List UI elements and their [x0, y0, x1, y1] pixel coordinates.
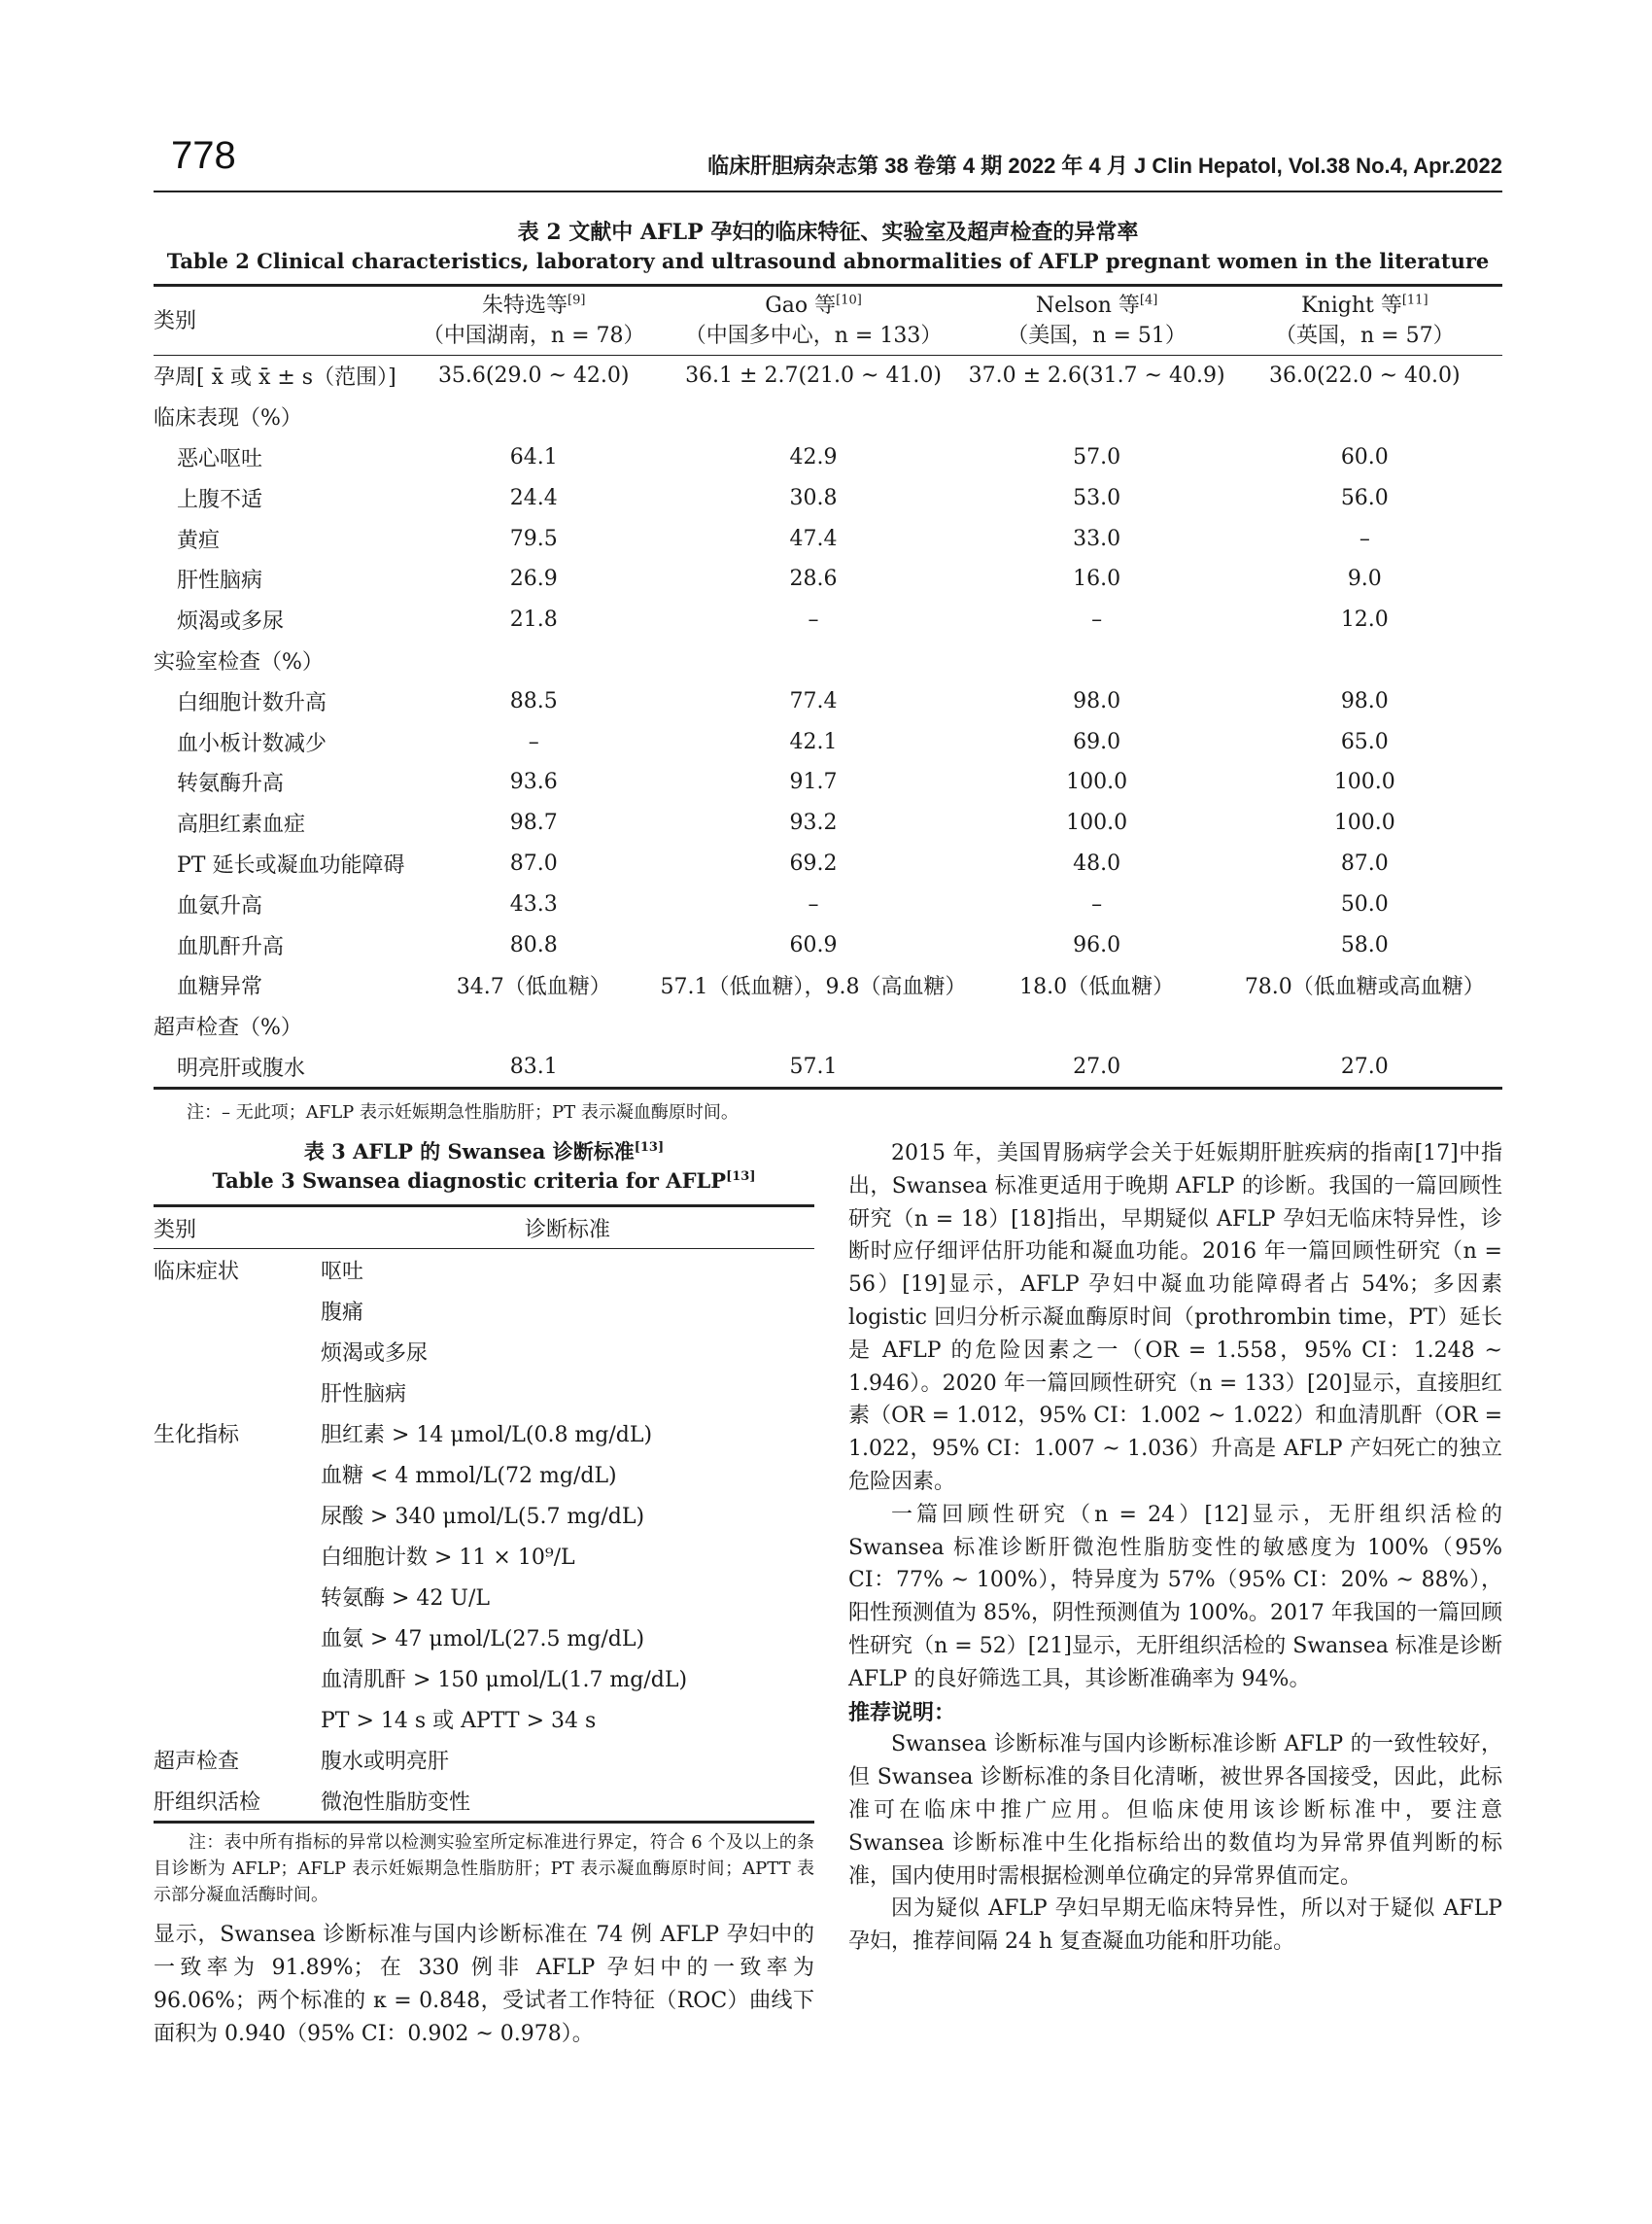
table2-cell: 42.1	[789, 729, 838, 754]
row-label: 白细胞计数升高	[177, 690, 327, 715]
table2-cell: 47.4	[789, 526, 838, 551]
table2-cell: 57.0	[1073, 444, 1121, 469]
criteria-item: 腹水或明亮肝	[321, 1749, 450, 1774]
body-paragraph: 因为疑似 AFLP 孕妇早期无临床特异性，所以对于疑似 AFLP 孕妇，推荐间隔 24 h 复查凝血功能和肝功能。	[848, 1896, 1502, 1955]
table2-cell: –	[1091, 891, 1103, 917]
table2-cell: 88.5	[509, 688, 558, 713]
criteria-category	[154, 1290, 321, 1331]
row-label: 高胆红素血症	[177, 813, 306, 838]
table2-cell: 9.0	[1347, 567, 1382, 592]
row-label: 明亮肝或腹水	[177, 1056, 306, 1081]
table3-col-category: 类别	[154, 1217, 197, 1242]
table2-col-header: 朱特选等[9] （中国湖南，n = 78）	[422, 293, 645, 348]
recommendation-heading: 推荐说明：	[848, 1699, 956, 1724]
table2-cell: 28.6	[789, 567, 838, 592]
table2-row	[154, 762, 1502, 803]
table2-row	[154, 1006, 1502, 1047]
table3-row	[154, 1249, 814, 1291]
criteria-category	[154, 1372, 321, 1412]
table2-cell: 100.0	[1333, 770, 1395, 795]
criteria-item: 胆红素 > 14 μmol/L(0.8 mg/dL)	[321, 1422, 653, 1447]
table2-row	[154, 477, 1502, 518]
running-title: 临床肝胆病杂志第 38 卷第 4 期 2022 年 4 月 J Clin Hepatol, Vol.38 No.4, Apr.2022	[707, 154, 1502, 178]
row-label: 上腹不适	[177, 487, 263, 512]
table2-title-cn: 表 2 文献中 AFLP 孕妇的临床特征、实验室及超声检查的异常率	[517, 220, 1139, 245]
table2-col-header: Gao 等[10] （中国多中心，n = 133）	[684, 293, 943, 348]
table2-cell: 83.1	[509, 1054, 558, 1079]
table2-row	[154, 356, 1502, 397]
table2-cell: 12.0	[1340, 608, 1389, 633]
table2-cell: 57.1（低血糖），9.8（高血糖）	[660, 975, 967, 1000]
criteria-category	[154, 1331, 321, 1372]
criteria-category	[154, 1453, 321, 1494]
table2-cell	[661, 641, 967, 681]
table2-cell: 60.9	[789, 932, 838, 957]
row-label: 孕周[ x̄ 或 x̄ ± s（范围）]	[154, 365, 396, 391]
row-label: 血糖异常	[177, 975, 263, 1000]
table2-cell	[407, 1006, 661, 1047]
row-label: 恶心呕吐	[177, 446, 263, 471]
criteria-item: 烦渴或多尿	[321, 1340, 429, 1366]
table2-cell: 16.0	[1073, 567, 1121, 592]
table2-cell: 93.6	[509, 770, 558, 795]
table3-row	[154, 1576, 814, 1616]
table2-cell	[1227, 1006, 1502, 1047]
table2-cell: 27.0	[1340, 1054, 1389, 1079]
table2-cell: 18.0（低血糖）	[1019, 975, 1175, 1000]
table2-title-en: Table 2 Clinical characteristics, laboratory and ultrasound abnormalities of AFLP pregnant women in the literature	[166, 249, 1490, 273]
table2-cell: 65.0	[1340, 729, 1389, 754]
table2-cell: 100.0	[1066, 811, 1128, 836]
table2-cell: 53.0	[1073, 485, 1121, 510]
table2-cell	[407, 397, 661, 437]
table3-row	[154, 1698, 814, 1739]
table3-row	[154, 1616, 814, 1657]
table2-col-header: Knight 等[11] （英国，n = 57）	[1275, 293, 1455, 348]
table2-cell: 91.7	[789, 770, 838, 795]
table2-cell: 30.8	[789, 485, 838, 510]
table2-cell: 79.5	[509, 526, 558, 551]
table2-cell: –	[528, 729, 539, 754]
criteria-category: 超声检查	[154, 1749, 240, 1774]
table2-row	[154, 518, 1502, 559]
table2-cell: 69.0	[1073, 729, 1121, 754]
table2-cell: 43.3	[509, 891, 558, 917]
criteria-category	[154, 1535, 321, 1576]
table2-cell: 98.7	[509, 811, 558, 836]
criteria-item: 血氨 > 47 μmol/L(27.5 mg/dL)	[321, 1626, 645, 1651]
table2-row	[154, 559, 1502, 600]
running-header	[154, 134, 1502, 189]
criteria-item: 血清肌酐 > 150 μmol/L(1.7 mg/dL)	[321, 1667, 688, 1692]
criteria-item: 白细胞计数 > 11 × 10⁹/L	[321, 1545, 575, 1570]
table2-cell: 24.4	[509, 485, 558, 510]
header-rule	[154, 191, 1502, 192]
table3-row	[154, 1290, 814, 1331]
row-label: 肝性脑病	[177, 569, 263, 594]
table3-row	[154, 1780, 814, 1823]
table2-header-row	[154, 286, 1502, 356]
table2-cell: 87.0	[509, 851, 558, 876]
page-number: 778	[171, 134, 236, 177]
table2-cell: 64.1	[509, 444, 558, 469]
table2-cell: 37.0 ± 2.6(31.7 ~ 40.9)	[968, 364, 1225, 389]
row-label: 血小板计数减少	[177, 731, 327, 756]
table2-cell: 93.2	[789, 811, 838, 836]
table2-cell: 100.0	[1066, 770, 1128, 795]
table2-row	[154, 600, 1502, 641]
table2-cell: 35.6(29.0 ~ 42.0)	[437, 364, 630, 389]
table2-col0-header: 类别	[154, 308, 197, 333]
table3-title-cn: 表 3 AFLP 的 Swansea 诊断标准[13]	[303, 1139, 665, 1164]
row-label: PT 延长或凝血功能障碍	[177, 852, 405, 878]
table2-cell	[661, 397, 967, 437]
table2-cell	[967, 1006, 1227, 1047]
table2-cell	[407, 641, 661, 681]
table3-row	[154, 1372, 814, 1412]
body-paragraph: 一篇回顾性研究（n = 24）[12]显示，无肝组织活检的 Swansea 标准诊断肝微泡性脂肪变性的敏感度为 100%（95% CI：77% ~ 100%），特异度为 57%（95% CI：20% ~ 88%），阳性预测值为 85%，阴性预测值为 100%。2017 年我国的一篇回顾性研究（n = 52）[21]显示，无肝组织活检的 Swansea 标准是诊断 AFLP 的良好筛选工具，其诊断准确率为 94%。	[848, 1502, 1502, 1691]
criteria-item: 呕吐	[321, 1259, 364, 1284]
row-label: 血氨升高	[177, 893, 263, 919]
table3-row	[154, 1494, 814, 1535]
criteria-category	[154, 1698, 321, 1739]
table2-cell: 98.0	[1073, 688, 1121, 713]
table3-row	[154, 1412, 814, 1453]
table2-cell	[1227, 641, 1502, 681]
criteria-category: 生化指标	[154, 1422, 240, 1447]
criteria-item: 腹痛	[321, 1300, 364, 1325]
table2-cell: 96.0	[1073, 932, 1121, 957]
row-label: 血肌酐升高	[177, 934, 285, 959]
table2-cell: 100.0	[1333, 811, 1395, 836]
table3	[154, 1204, 814, 1824]
body-paragraph: 2015 年，美国胃肠病学会关于妊娠期肝脏疾病的指南[17]中指出，Swansea 标准更适用于晚期 AFLP 的诊断。我国的一篇回顾性研究（n = 18）[18]指出，早期疑似 AFLP 孕妇无临床特异性，诊断时应仔细评估肝功能和凝血功能。2016 年一篇回顾性研究（n = 56）[19]显示，AFLP 孕妇中凝血功能障碍者占 54%；多因素 logistic 回归分析示凝血酶原时间（prothrombin time，PT）延长是 AFLP 的危险因素之一（OR = 1.558，95% CI：1.248 ~ 1.946）。2020 年一篇回顾性研究（n = 133）[20]显示，直接胆红素（OR = 1.012，95% CI：1.002 ~ 1.022）和血清肌酐（OR = 1.022，95% CI：1.007 ~ 1.036）升高是 AFLP 产妇死亡的独立危险因素。	[848, 1141, 1502, 1494]
criteria-item: PT > 14 s 或 APTT > 34 s	[321, 1708, 597, 1733]
right-column	[848, 1137, 1502, 1959]
table2-row	[154, 1047, 1502, 1089]
table2-cell	[1227, 397, 1502, 437]
table2-cell: –	[1091, 608, 1103, 633]
table2-cell: 50.0	[1340, 891, 1389, 917]
criteria-item: 转氨酶 > 42 U/L	[321, 1585, 490, 1611]
table3-row	[154, 1453, 814, 1494]
table2-row	[154, 437, 1502, 478]
criteria-category	[154, 1576, 321, 1616]
table2-cell: 80.8	[509, 932, 558, 957]
table3-col-criteria: 诊断标准	[524, 1217, 610, 1242]
row-label: 实验室检查（%）	[154, 649, 324, 675]
table2-cell: 87.0	[1340, 851, 1389, 876]
table2-note: 注：– 无此项；AFLP 表示妊娠期急性脂肪肝；PT 表示凝血酶原时间。	[187, 1102, 739, 1123]
criteria-category	[154, 1657, 321, 1698]
table2-cell: 27.0	[1073, 1054, 1121, 1079]
table2-cell: –	[808, 891, 819, 917]
criteria-item: 微泡性脂肪变性	[321, 1790, 471, 1815]
row-label: 黄疸	[177, 528, 221, 553]
table2-cell: 58.0	[1340, 932, 1389, 957]
table2-row	[154, 641, 1502, 681]
table2-cell: 42.9	[789, 444, 838, 469]
criteria-item: 肝性脑病	[321, 1381, 407, 1407]
table2-cell: 33.0	[1073, 526, 1121, 551]
table2	[154, 284, 1502, 1090]
table2-row	[154, 397, 1502, 437]
table3-row	[154, 1535, 814, 1576]
table2-cell: 36.1 ± 2.7(21.0 ~ 41.0)	[685, 364, 943, 389]
criteria-category	[154, 1494, 321, 1535]
row-label: 临床表现（%）	[154, 406, 302, 432]
table2-row	[154, 680, 1502, 721]
table3-title-en: Table 3 Swansea diagnostic criteria for AFLP[13]	[212, 1168, 756, 1193]
table2-cell: 69.2	[789, 851, 838, 876]
table2-cell	[967, 397, 1227, 437]
table2-cell: 98.0	[1340, 688, 1389, 713]
table2-cell: 56.0	[1340, 485, 1389, 510]
table3-header-row	[154, 1206, 814, 1249]
table2-row	[154, 803, 1502, 844]
table2-cell: 77.4	[789, 688, 838, 713]
table2-cell	[661, 1006, 967, 1047]
table2-row	[154, 844, 1502, 885]
table3-row	[154, 1657, 814, 1698]
table2-col-header: Nelson 等[4] （美国，n = 51）	[1007, 293, 1187, 348]
criteria-category: 临床症状	[154, 1259, 240, 1284]
table3-row	[154, 1739, 814, 1780]
row-label: 转氨酶升高	[177, 772, 285, 797]
table2-cell: –	[808, 608, 819, 633]
table2-row	[154, 924, 1502, 965]
table2-cell: 36.0(22.0 ~ 40.0)	[1269, 364, 1461, 389]
table2-cell: 48.0	[1073, 851, 1121, 876]
table2-row	[154, 884, 1502, 924]
table2-row	[154, 965, 1502, 1006]
row-label: 超声检查（%）	[154, 1016, 302, 1041]
table2-cell: 21.8	[509, 608, 558, 633]
table2-cell	[967, 641, 1227, 681]
table3-note: 注：表中所有指标的异常以检测实验室所定标准进行界定，符合 6 个及以上的条目诊断为 AFLP；AFLP 表示妊娠期急性脂肪肝；PT 表示凝血酶原时间；APTT 表示部分凝血活酶时间。	[154, 1832, 814, 1905]
table2-cell: 26.9	[509, 567, 558, 592]
table2-cell: –	[1359, 526, 1370, 551]
body-paragraph: Swansea 诊断标准与国内诊断标准诊断 AFLP 的一致性较好，但 Swansea 诊断标准的条目化清晰，被世界各国接受，因此，此标准可在临床中推广应用。但临床使用该诊断标准中，要注意 Swansea 诊断标准中生化指标给出的数值均为异常界值判断的标准，国内使用时需根据检测单位确定的异常界值而定。	[848, 1732, 1502, 1889]
left-body-paragraph: 显示，Swansea 诊断标准与国内诊断标准在 74 例 AFLP 孕妇中的一致率为 91.89%；在 330 例非 AFLP 孕妇中的一致率为 96.06%；两个标准的 κ = 0.848，受试者工作特征（ROC）曲线下面积为 0.940（95% CI：0.902 ~ 0.978）。	[154, 1923, 814, 2046]
criteria-category: 肝组织活检	[154, 1790, 261, 1815]
table2-cell: 78.0（低血糖或高血糖）	[1244, 975, 1485, 1000]
criteria-item: 尿酸 > 340 μmol/L(5.7 mg/dL)	[321, 1504, 645, 1529]
criteria-item: 血糖 < 4 mmol/L(72 mg/dL)	[321, 1463, 617, 1488]
row-label: 烦渴或多尿	[177, 609, 285, 635]
table2-row	[154, 721, 1502, 762]
table2-cell: 34.7（低血糖）	[456, 975, 611, 1000]
table2-cell: 57.1	[789, 1054, 838, 1079]
table2-cell: 60.0	[1340, 444, 1389, 469]
criteria-category	[154, 1616, 321, 1657]
table3-row	[154, 1331, 814, 1372]
